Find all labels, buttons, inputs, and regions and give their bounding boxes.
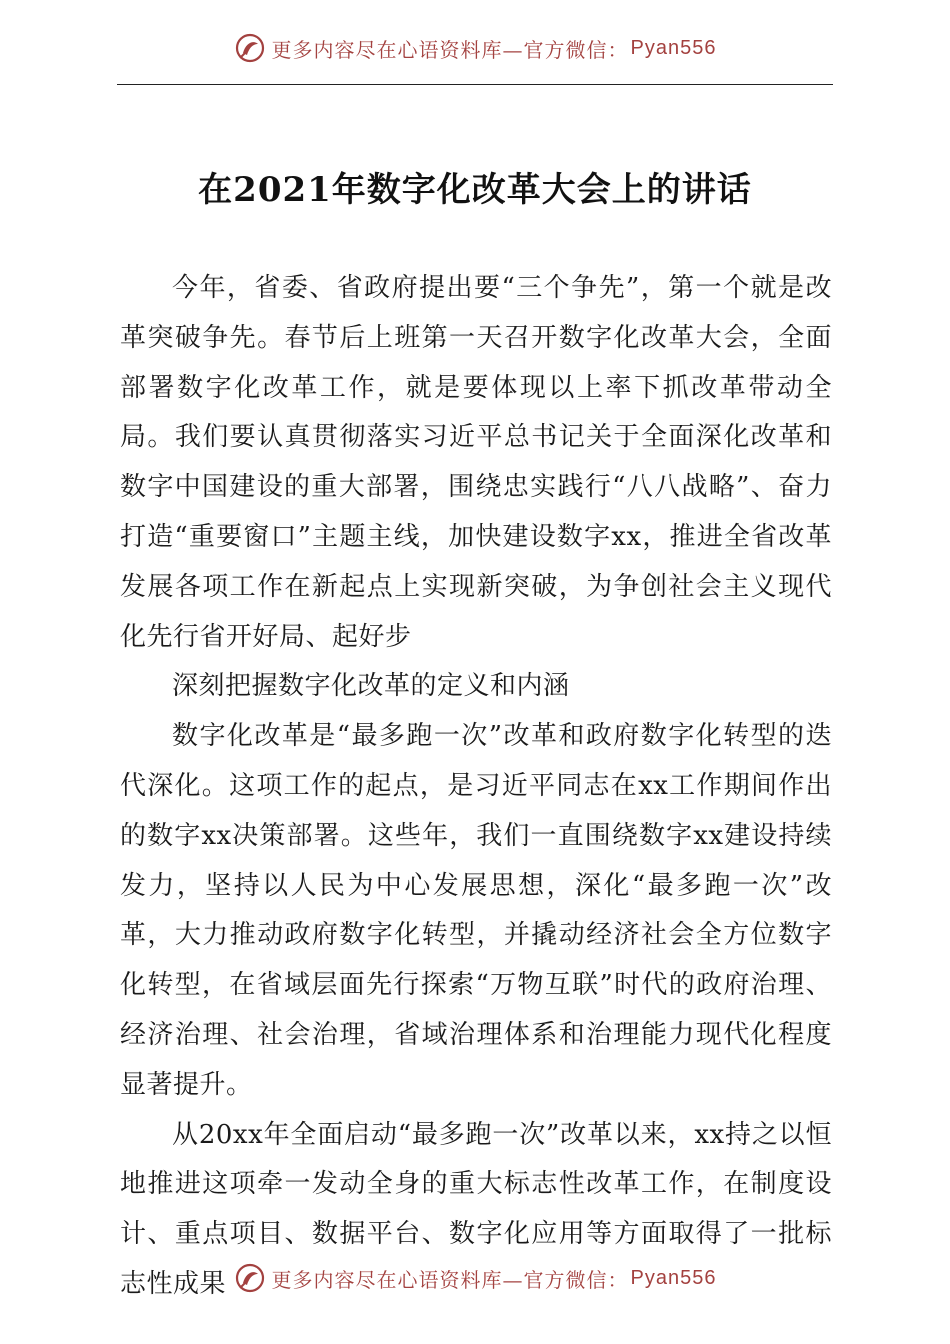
footer-banner <box>0 1258 950 1298</box>
paragraph: 今年，省委、省政府提出要“三个争先”，第一个就是改革突破争先。春节后上班第一天召开数字化改革大会，全面部署数字化改革工作，就是要体现以上率下抓改革带动全局。我们要认真贯彻落实习近平总书记关于全面深化改革和数字中国建设的重大部署，围绕忠实践行“八八战略”、奋力打造“重要窗口”主题主线，加快建设数字xx，推进全省改革发展各项工作在新起点上实现新突破，为争创社会主义现代化先行省开好局、起好步 <box>120 273 832 652</box>
wechat-label: 官方微信： <box>523 37 629 62</box>
header-divider <box>117 84 833 85</box>
document-body <box>120 264 832 1310</box>
banner-text: 更多内容尽在心语资料库— <box>271 37 524 62</box>
logo-icon <box>234 32 266 64</box>
banner-text: 更多内容尽在心语资料库— <box>271 1267 524 1292</box>
section-heading: 深刻把握数字化改革的定义和内涵 <box>172 671 570 702</box>
document-title: 在2021年数字化改革大会上的讲话 <box>198 170 752 210</box>
paragraph: 从20xx年全面启动“最多跑一次”改革以来，xx持之以恒地推进这项牵一发动全身的重大标志性改革工作，在制度设计、重点项目、数据平台、数字化应用等方面取得了一批标志性成果 <box>120 1119 832 1299</box>
wechat-label: 官方微信： <box>523 1267 629 1292</box>
wechat-id: Pyan556 <box>630 36 717 59</box>
paragraph: 数字化改革是“最多跑一次”改革和政府数字化转型的迭代深化。这项工作的起点，是习近平同志在xx工作期间作出的数字xx决策部署。这些年，我们一直围绕数字xx建设持续发力，坚持以人民为中心发展思想，深化“最多跑一次”改革，大力推动政府数字化转型，并撬动经济社会全方位数字化转型，在省域层面先行探索“万物互联”时代的政府治理、经济治理、社会治理，省域治理体系和治理能力现代化程度显著提升。 <box>120 721 832 1100</box>
logo-icon <box>234 1262 266 1294</box>
header-banner <box>0 28 950 68</box>
wechat-id: Pyan556 <box>630 1266 717 1289</box>
